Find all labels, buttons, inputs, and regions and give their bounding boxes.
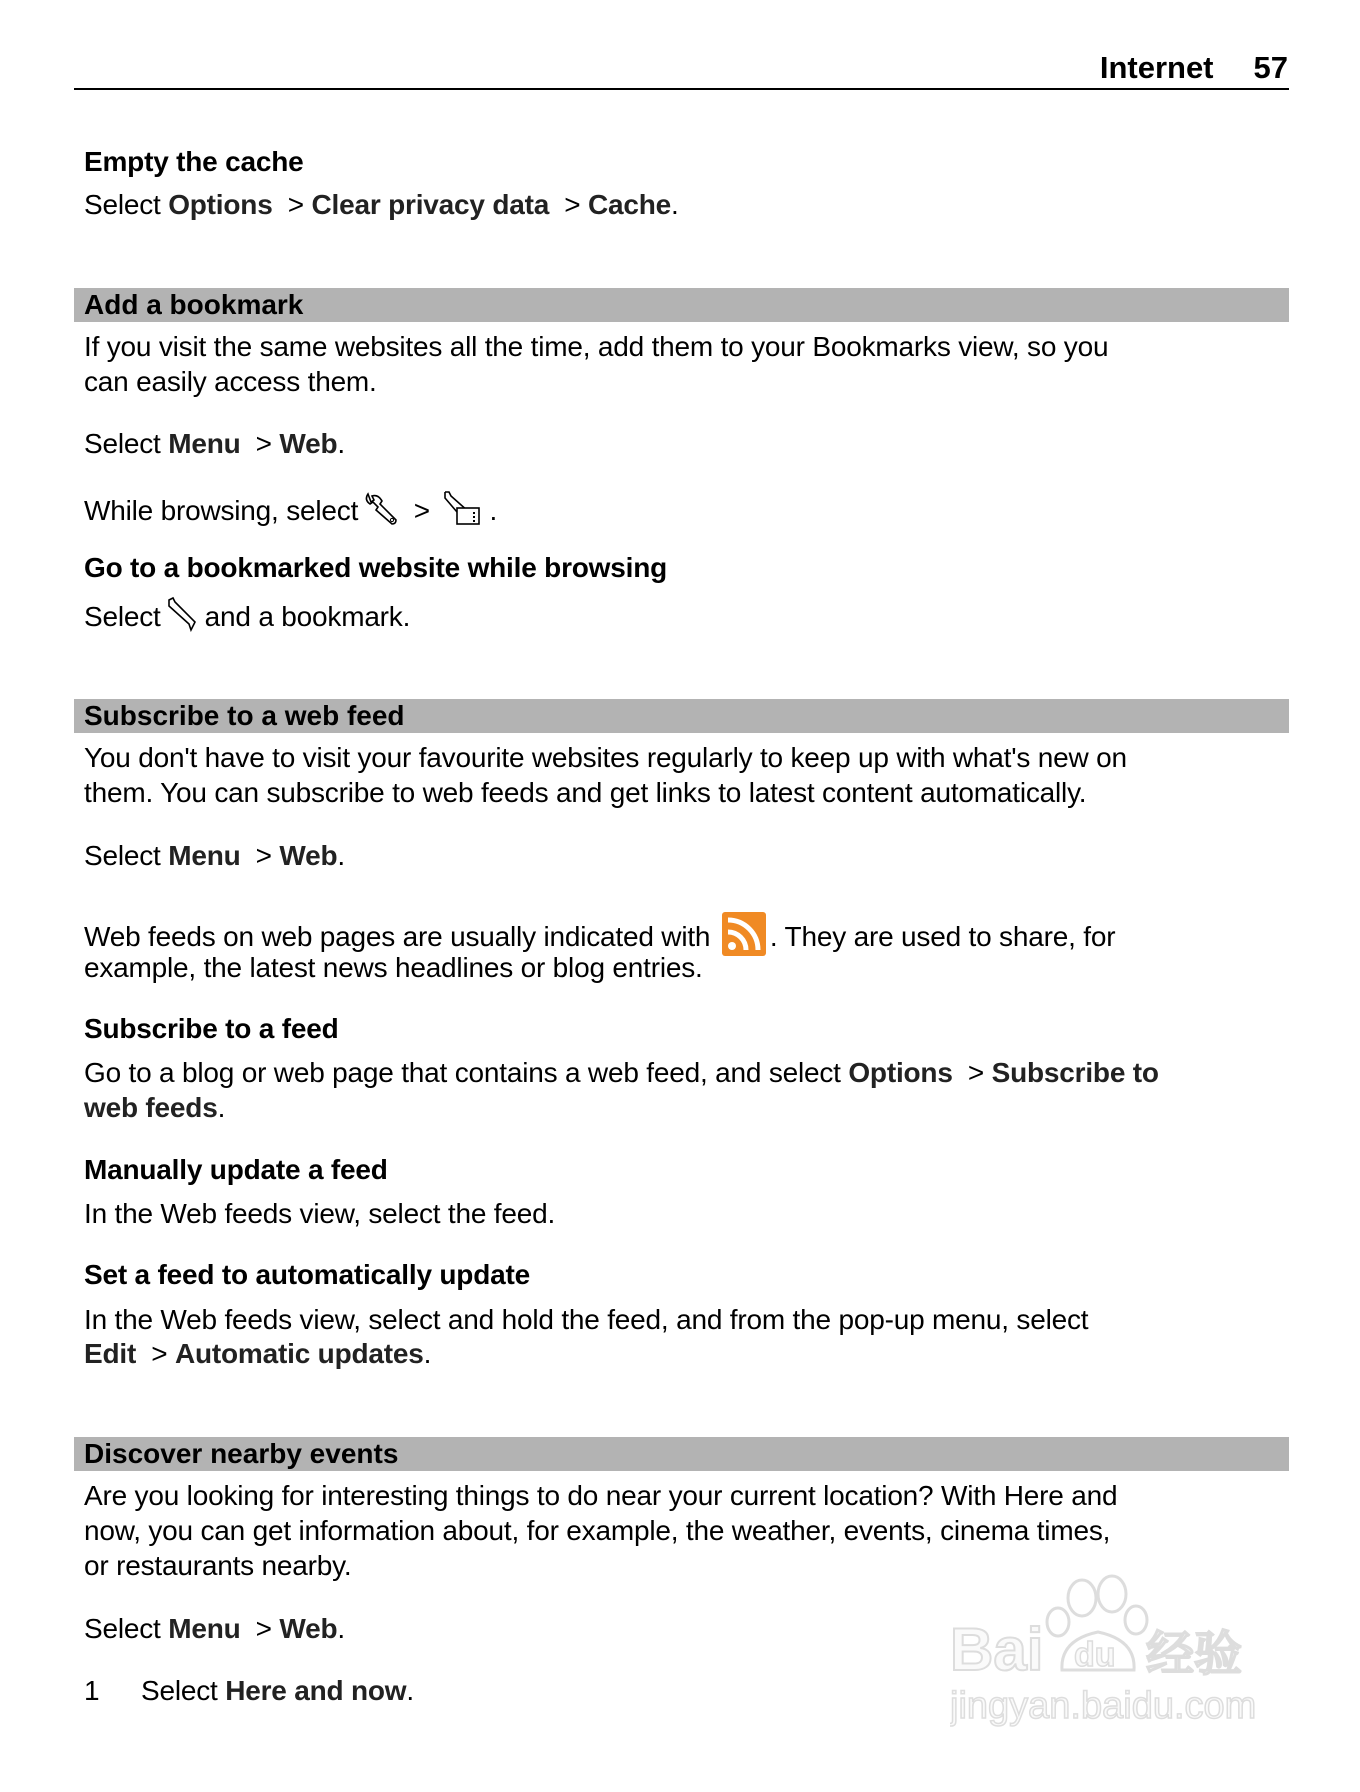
text-segment: . [337,428,345,459]
menu-term: Options [848,1057,953,1088]
paragraph-line [84,775,1086,811]
text-segment: Select [84,189,169,220]
menu-instruction [84,838,345,874]
text-segment: and a bookmark. [204,600,411,632]
text-segment: . They are used to share, for [769,920,1116,952]
text-segment: Are you looking for interesting things to do near your current location? With Here and [84,1480,1118,1511]
text-segment: . [423,1338,432,1369]
step-instruction [141,1673,414,1709]
running-header [1100,48,1288,88]
paragraph-line [84,1513,1110,1549]
menu-term: web feeds [84,1092,218,1123]
text-segment: . [489,494,498,526]
text-segment: them. You can subscribe to web feeds and get links to latest content automatically. [84,777,1087,808]
text-segment: Select [84,1613,169,1644]
paragraph-line [84,1055,1159,1091]
header-rule [74,88,1289,90]
goto-instruction [84,596,410,632]
section-bar-feed [74,699,1289,733]
menu-term: Here and now [225,1675,407,1706]
section-name: Internet [1099,50,1214,85]
text-segment: Select [84,428,169,459]
paragraph-line [84,1196,555,1232]
menu-term: Menu [168,428,241,459]
paragraph-line [84,329,1108,365]
text-segment: example, the latest news headlines or blog entries. [84,952,703,983]
subheading: Set a feed to automatically update [84,1259,530,1290]
step-number: 1 [84,1675,100,1706]
menu-term: Web [279,840,338,871]
rss-feed-icon [722,912,766,965]
text-segment: > [240,840,280,871]
cache-instruction [84,187,679,223]
menu-term: Subscribe to [991,1057,1159,1088]
text-segment: > [406,494,438,526]
text-segment: . [406,1675,414,1706]
section-title: Add a bookmark [84,289,304,320]
text-segment: In the Web feeds view, select and hold the feed, and from the pop-up menu, select [84,1304,1089,1335]
text-segment: Select [84,600,161,632]
text-segment: or restaurants nearby. [84,1550,352,1581]
menu-term: Cache [588,189,672,220]
section-title: Discover nearby events [84,1438,399,1469]
text-segment: > [240,1613,280,1644]
text-segment: You don't have to visit your favourite websites regularly to keep up with what's new on [84,742,1127,773]
wrench-icon [362,490,402,535]
menu-instruction [84,426,345,462]
menu-term: Menu [168,840,241,871]
add-bookmark-icon [441,490,485,535]
browsing-instruction [84,490,497,526]
text-segment: > [240,428,280,459]
menu-term: Automatic updates [174,1338,424,1369]
paragraph-line [84,1302,1088,1338]
menu-term: Clear privacy data [311,189,550,220]
text-segment: If you visit the same websites all the time, add them to your Bookmarks view, so you [84,331,1109,362]
text-segment: > [549,189,588,220]
menu-term: Options [168,189,273,220]
menu-term: Edit [84,1338,137,1369]
text-segment: In the Web feeds view, select the feed. [84,1198,556,1229]
text-segment: . [217,1092,226,1123]
svg-text:Bai: Bai [950,1616,1044,1683]
menu-instruction [84,1611,345,1647]
text-segment: Web feeds on web pages are usually indicated with [84,920,718,952]
menu-term: Web [279,428,338,459]
page-number: 57 [1253,50,1288,85]
baidu-watermark-logo [950,1570,1270,1730]
menu-term: Web [279,1613,338,1644]
text-segment: Select [84,840,169,871]
svg-text:jingyan.baidu.com: jingyan.baidu.com [950,1685,1257,1727]
subheading: Go to a bookmarked website while browsing [84,552,668,583]
section-bar-events [74,1437,1289,1471]
section-bar-bookmark [74,288,1289,322]
paragraph-line [84,912,1116,952]
text-segment: . [337,840,345,871]
text-segment: > [136,1338,175,1369]
paragraph-line [84,1090,225,1126]
paragraph-line [84,740,1127,776]
text-segment: . [671,189,679,220]
paragraph-line [84,364,377,400]
paragraph-line [84,1336,431,1372]
subheading: Manually update a feed [84,1154,388,1185]
text-segment: Select [141,1675,226,1706]
svg-text:经验: 经验 [1146,1626,1243,1682]
subheading: Subscribe to a feed [84,1013,339,1044]
menu-term: Menu [168,1613,241,1644]
text-segment: > [272,189,312,220]
paragraph-line [84,1548,351,1584]
section-title: Subscribe to a web feed [84,700,405,731]
text-segment: While browsing, select [84,494,359,526]
text-segment: now, you can get information about, for example, the weather, events, cinema times, [84,1515,1111,1546]
cache-heading: Empty the cache [84,146,304,177]
paragraph-line [84,950,703,986]
text-segment: can easily access them. [84,366,377,397]
text-segment: Go to a blog or web page that contains a web feed, and select [84,1057,849,1088]
text-segment: > [952,1057,992,1088]
bookmark-icon [165,596,201,641]
svg-text:du: du [1074,1636,1116,1674]
text-segment: . [337,1613,345,1644]
paragraph-line [84,1478,1117,1514]
